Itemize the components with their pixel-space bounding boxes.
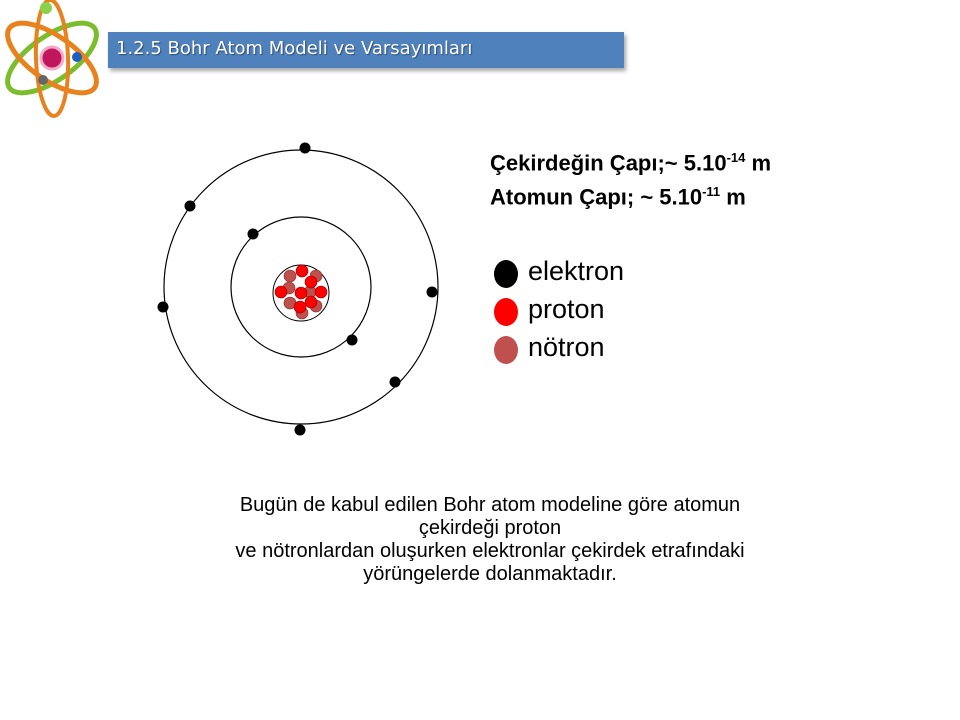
caption	[170, 494, 810, 586]
outer-electron	[295, 425, 306, 436]
proton	[296, 265, 308, 277]
atom-diameter-text: Atomun Çapı; ~ 5.10	[490, 184, 703, 210]
proton	[295, 287, 307, 299]
atom-diameter	[490, 184, 746, 210]
outer-electron	[300, 143, 311, 154]
bohr-atom-diagram	[150, 135, 460, 445]
atom-diameter-unit: m	[720, 184, 746, 210]
inner-electron	[248, 229, 259, 240]
caption-line: yörüngelerde dolanmaktadır.	[363, 563, 617, 585]
outer-electron	[158, 302, 169, 313]
legend-electron-label: elektron	[528, 256, 625, 286]
nucleus-diameter-exponent: -14	[726, 150, 746, 165]
proton-swatch	[494, 298, 518, 326]
slide-title: 1.2.5 Bohr Atom Modeli ve Varsayımları	[116, 38, 473, 59]
caption-line: Bugün de kabul edilen Bohr atom modeline göre atomun	[239, 494, 741, 516]
caption-line: ve nötronlardan oluşurken elektronlar çekirdek etrafındaki	[235, 540, 745, 562]
outer-electron	[185, 201, 196, 212]
outer-electron	[427, 287, 438, 298]
proton	[294, 301, 306, 313]
logo-electron-gray	[38, 75, 48, 85]
proton	[315, 286, 327, 298]
atom-logo	[0, 0, 110, 122]
inner-electron	[347, 335, 358, 346]
neutron-swatch	[494, 336, 518, 364]
proton	[275, 286, 287, 298]
neutron	[284, 270, 296, 282]
proton	[305, 296, 317, 308]
nucleus	[275, 265, 327, 319]
logo-electron-blue	[72, 52, 82, 62]
electron-swatch	[494, 260, 518, 288]
legend-proton-label: proton	[528, 294, 605, 324]
logo-electron-green	[40, 2, 52, 14]
proton	[305, 276, 317, 288]
nucleus-diameter-unit: m	[745, 150, 772, 176]
legend-neutron-label: nötron	[528, 332, 605, 362]
logo-nucleus	[41, 47, 63, 69]
title-bar	[108, 32, 624, 68]
nucleus-diameter-text: Çekirdeğin Çapı;~ 5.10	[490, 150, 727, 176]
nucleus-diameter	[490, 150, 771, 176]
caption-line: çekirdeği proton	[418, 517, 562, 539]
outer-electron	[390, 377, 401, 388]
atom-diameter-exponent: -11	[702, 184, 721, 199]
